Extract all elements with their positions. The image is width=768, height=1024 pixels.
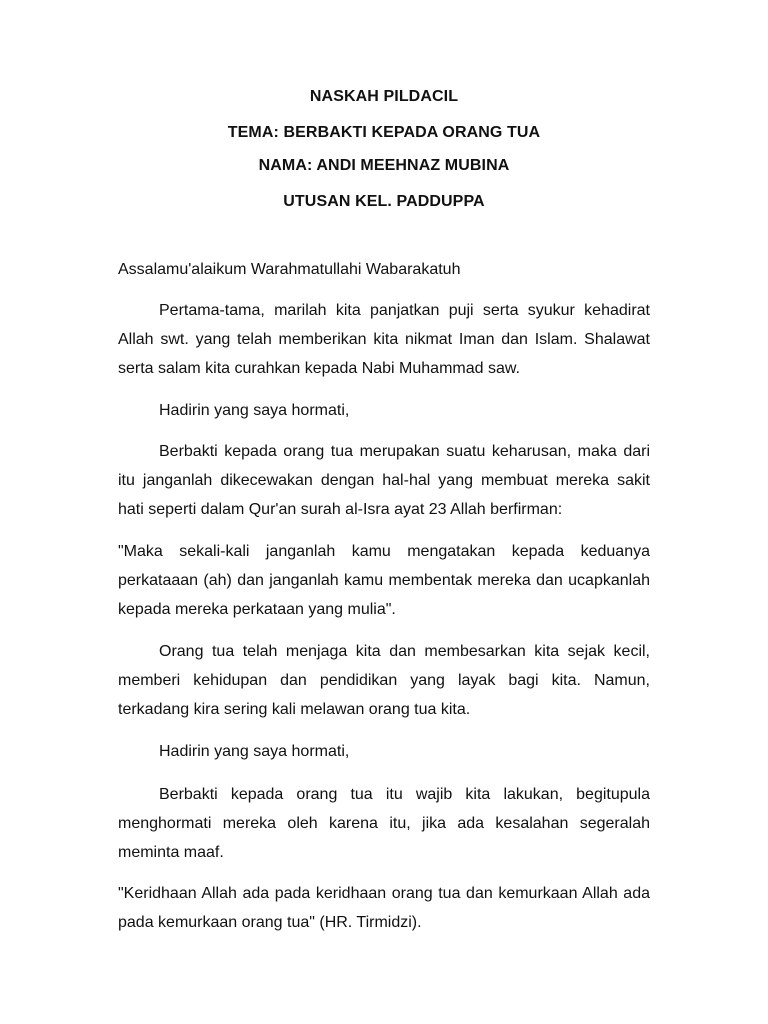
paragraph-quran-quote: "Maka sekali-kali janganlah kamu mengatakan kepada keduanya perkataaan (ah) dan janganlah kamu membentak mereka dan ucapkanlah kepada mereka perkataan yang mulia". (118, 543, 650, 618)
document-title: NASKAH PILDACIL (309, 88, 459, 105)
paragraph-hadith-quote: "Keridhaan Allah ada pada keridhaan orang tua dan kemurkaan Allah ada pada kemurkaan orang tua" (HR. Tirmidzi). (118, 885, 650, 931)
paragraph-obligation: Berbakti kepada orang tua itu wajib kita lakukan, begitupula menghormati mereka oleh karena itu, jika ada kesalahan segeralah meminta maaf. (118, 786, 650, 861)
name-line: NAMA: ANDI MEEHNAZ MUBINA (258, 157, 510, 174)
paragraph-address-1: Hadirin yang saya hormati, (159, 402, 350, 419)
theme-line: TEMA: BERBAKTI KEPADA ORANG TUA (227, 124, 541, 141)
opening-greeting: Assalamu'alaikum Warahmatullahi Wabarakatuh (118, 261, 461, 278)
paragraph-duty: Berbakti kepada orang tua merupakan suatu keharusan, maka dari itu janganlah dikecewakan dengan hal-hal yang membuat mereka sakit hati seperti dalam Qur'an surah al-Isra ayat 23 Allah berfirman: (118, 443, 650, 518)
paragraph-parents: Orang tua telah menjaga kita dan membesarkan kita sejak kecil, memberi kehidupan dan pendidikan yang layak bagi kita. Namun, terkadang kira sering kali melawan orang tua kita. (118, 643, 650, 718)
delegate-line: UTUSAN KEL. PADDUPPA (283, 193, 485, 210)
paragraph-opening: Pertama-tama, marilah kita panjatkan puji serta syukur kehadirat Allah swt. yang telah memberikan kita nikmat Iman dan Islam. Shalawat serta salam kita curahkan kepada Nabi Muhammad saw. (118, 302, 650, 377)
paragraph-address-2: Hadirin yang saya hormati, (159, 743, 350, 760)
